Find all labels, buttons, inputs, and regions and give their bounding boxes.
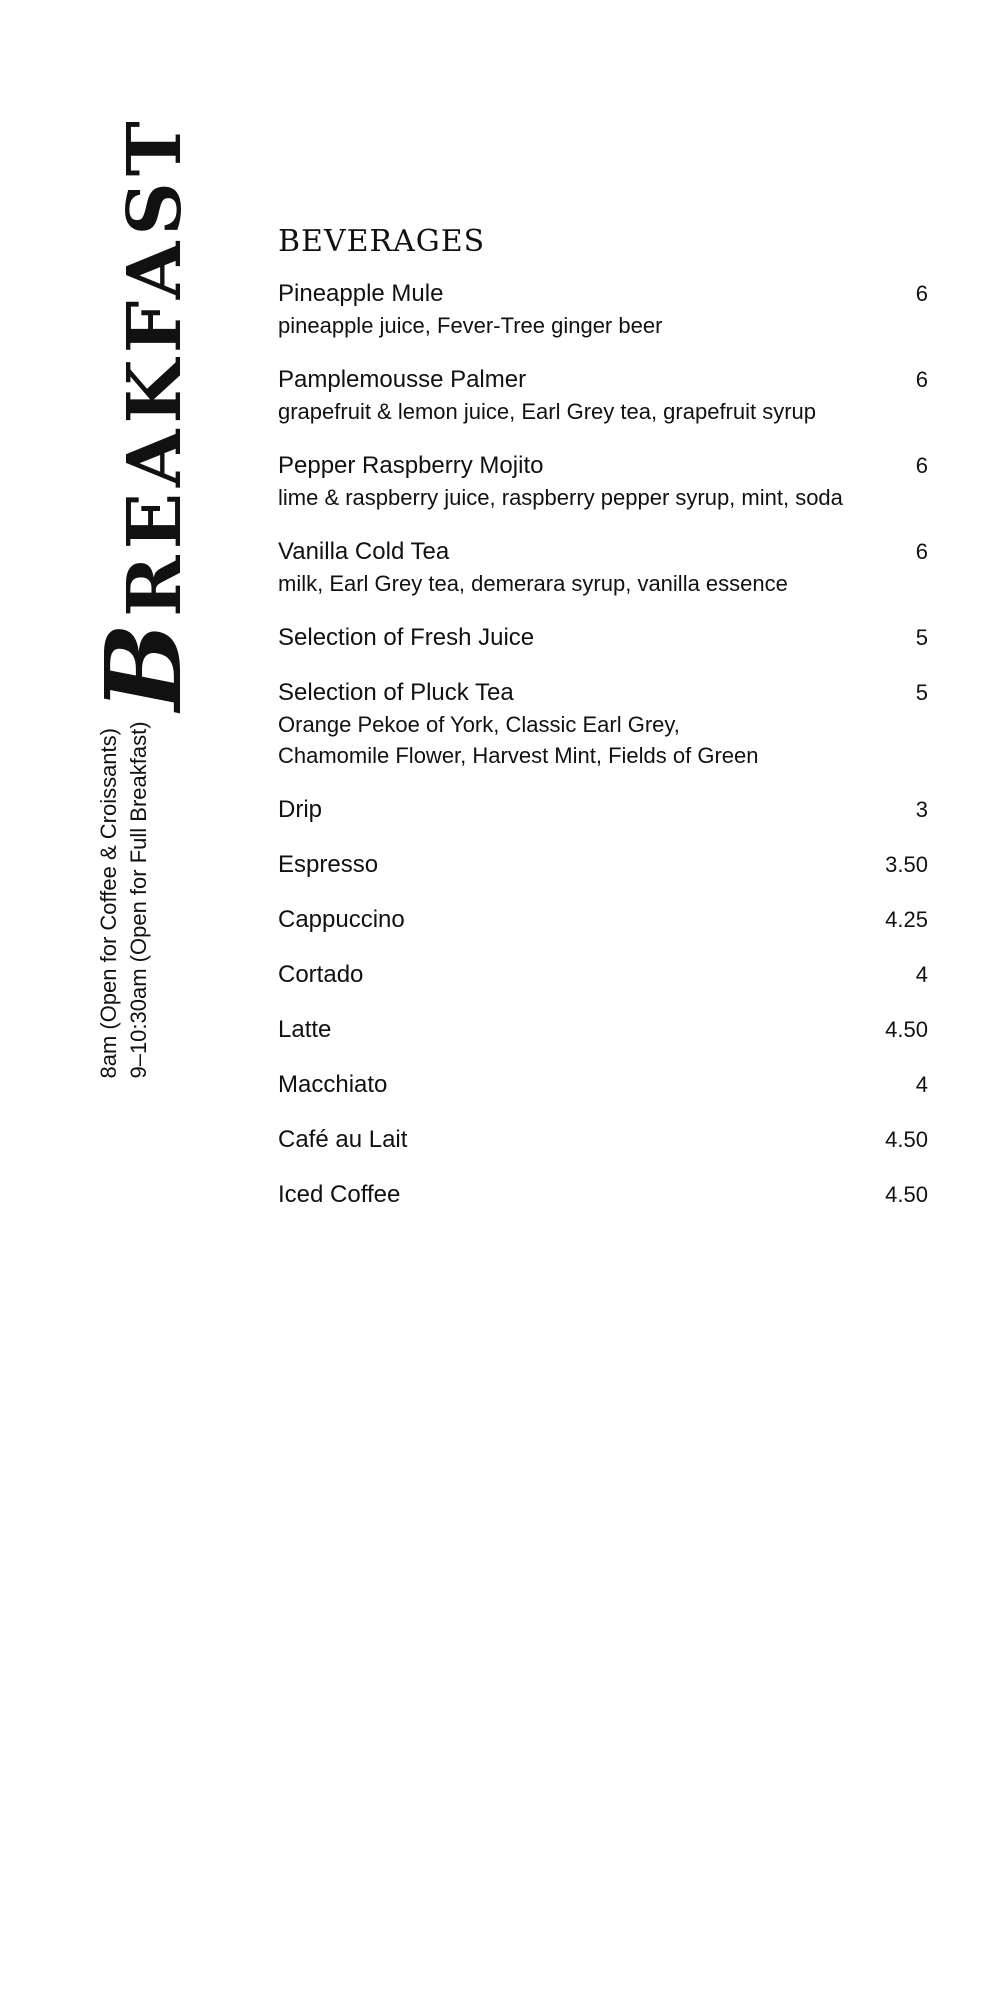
menu-item-price: 3.50 (885, 852, 928, 877)
breakfast-title-initial: B (82, 616, 205, 711)
menu-item (278, 536, 928, 599)
menu-item-description-line: Orange Pekoe of York, Classic Earl Grey, (278, 712, 680, 737)
menu-item (278, 1069, 928, 1101)
opening-hours (94, 721, 154, 1078)
menu-item-row (278, 904, 928, 936)
menu-item-name: Drip (278, 796, 323, 823)
menu-items-list (278, 278, 928, 1211)
menu-item-price: 5 (915, 625, 928, 650)
menu-item-row (278, 677, 928, 709)
menu-item (278, 622, 928, 654)
menu-item-description (278, 482, 928, 513)
menu-item-price: 4.50 (885, 1017, 928, 1042)
menu-item (278, 849, 928, 881)
menu-item-price: 5 (915, 680, 928, 705)
hours-line-1: 8am (Open for Coffee & Croissants) (96, 728, 121, 1079)
side-title-block (0, 0, 260, 1100)
menu-item-row (278, 1069, 928, 1101)
menu-item-row (278, 364, 928, 396)
menu-item-description-line: lime & raspberry juice, raspberry pepper syrup, mint, soda (278, 485, 843, 510)
breakfast-title-rest: REAKFAST (112, 115, 198, 617)
menu-item-description (278, 709, 928, 771)
menu-item-price: 6 (915, 539, 928, 564)
menu-item-row (278, 1179, 928, 1211)
menu-item-price: 4 (915, 1072, 928, 1097)
menu-item (278, 904, 928, 936)
menu-item-name: Pepper Raspberry Mojito (278, 452, 544, 479)
menu-item-price: 3 (915, 797, 928, 822)
menu-item-name: Café au Lait (278, 1126, 408, 1153)
menu-item-row (278, 450, 928, 482)
menu-item-price: 4.50 (885, 1127, 928, 1152)
menu-item-row (278, 959, 928, 991)
menu-item-name: Pineapple Mule (278, 280, 444, 307)
menu-item-name: Cortado (278, 961, 364, 988)
menu-item (278, 1124, 928, 1156)
menu-item-name: Selection of Fresh Juice (278, 624, 535, 651)
menu-item (278, 1179, 928, 1211)
menu-item-price: 6 (915, 281, 928, 306)
breakfast-title (82, 115, 205, 711)
menu-item-description-line: pineapple juice, Fever-Tree ginger beer (278, 313, 663, 338)
menu-item-name: Iced Coffee (278, 1181, 401, 1208)
menu-item-name: Selection of Pluck Tea (278, 679, 514, 706)
menu-item-name: Cappuccino (278, 906, 405, 933)
menu-item-price: 6 (915, 453, 928, 478)
menu-item (278, 1014, 928, 1046)
menu-item-name: Macchiato (278, 1071, 388, 1098)
menu-item-row (278, 794, 928, 826)
menu-item-row (278, 1014, 928, 1046)
menu-item-price: 6 (915, 367, 928, 392)
menu-item (278, 450, 928, 513)
menu-item-row (278, 1124, 928, 1156)
menu-item (278, 364, 928, 427)
menu-item-description-line: milk, Earl Grey tea, demerara syrup, vanilla essence (278, 571, 788, 596)
section-title: BEVERAGES (278, 224, 486, 259)
menu-item-row (278, 849, 928, 881)
menu-item (278, 794, 928, 826)
menu-item-price: 4.25 (885, 907, 928, 932)
menu-item-row (278, 536, 928, 568)
menu-item (278, 278, 928, 341)
menu-item-row (278, 278, 928, 310)
beverages-menu (278, 224, 928, 1234)
menu-item-description (278, 310, 928, 341)
menu-item-name: Vanilla Cold Tea (278, 538, 450, 565)
menu-item (278, 677, 928, 771)
menu-item-description-line: grapefruit & lemon juice, Earl Grey tea, grapefruit syrup (278, 399, 817, 424)
menu-item-description-line: Chamomile Flower, Harvest Mint, Fields of Green (278, 743, 759, 768)
hours-line-2: 9–10:30am (Open for Full Breakfast) (126, 721, 151, 1079)
menu-item-description (278, 396, 928, 427)
menu-item-price: 4.50 (885, 1182, 928, 1207)
menu-item-row (278, 622, 928, 654)
menu-item-price: 4 (915, 962, 928, 987)
menu-item (278, 959, 928, 991)
menu-item-name: Latte (278, 1016, 332, 1043)
menu-item-name: Pamplemousse Palmer (278, 366, 527, 393)
menu-item-description (278, 568, 928, 599)
menu-item-name: Espresso (278, 851, 379, 878)
